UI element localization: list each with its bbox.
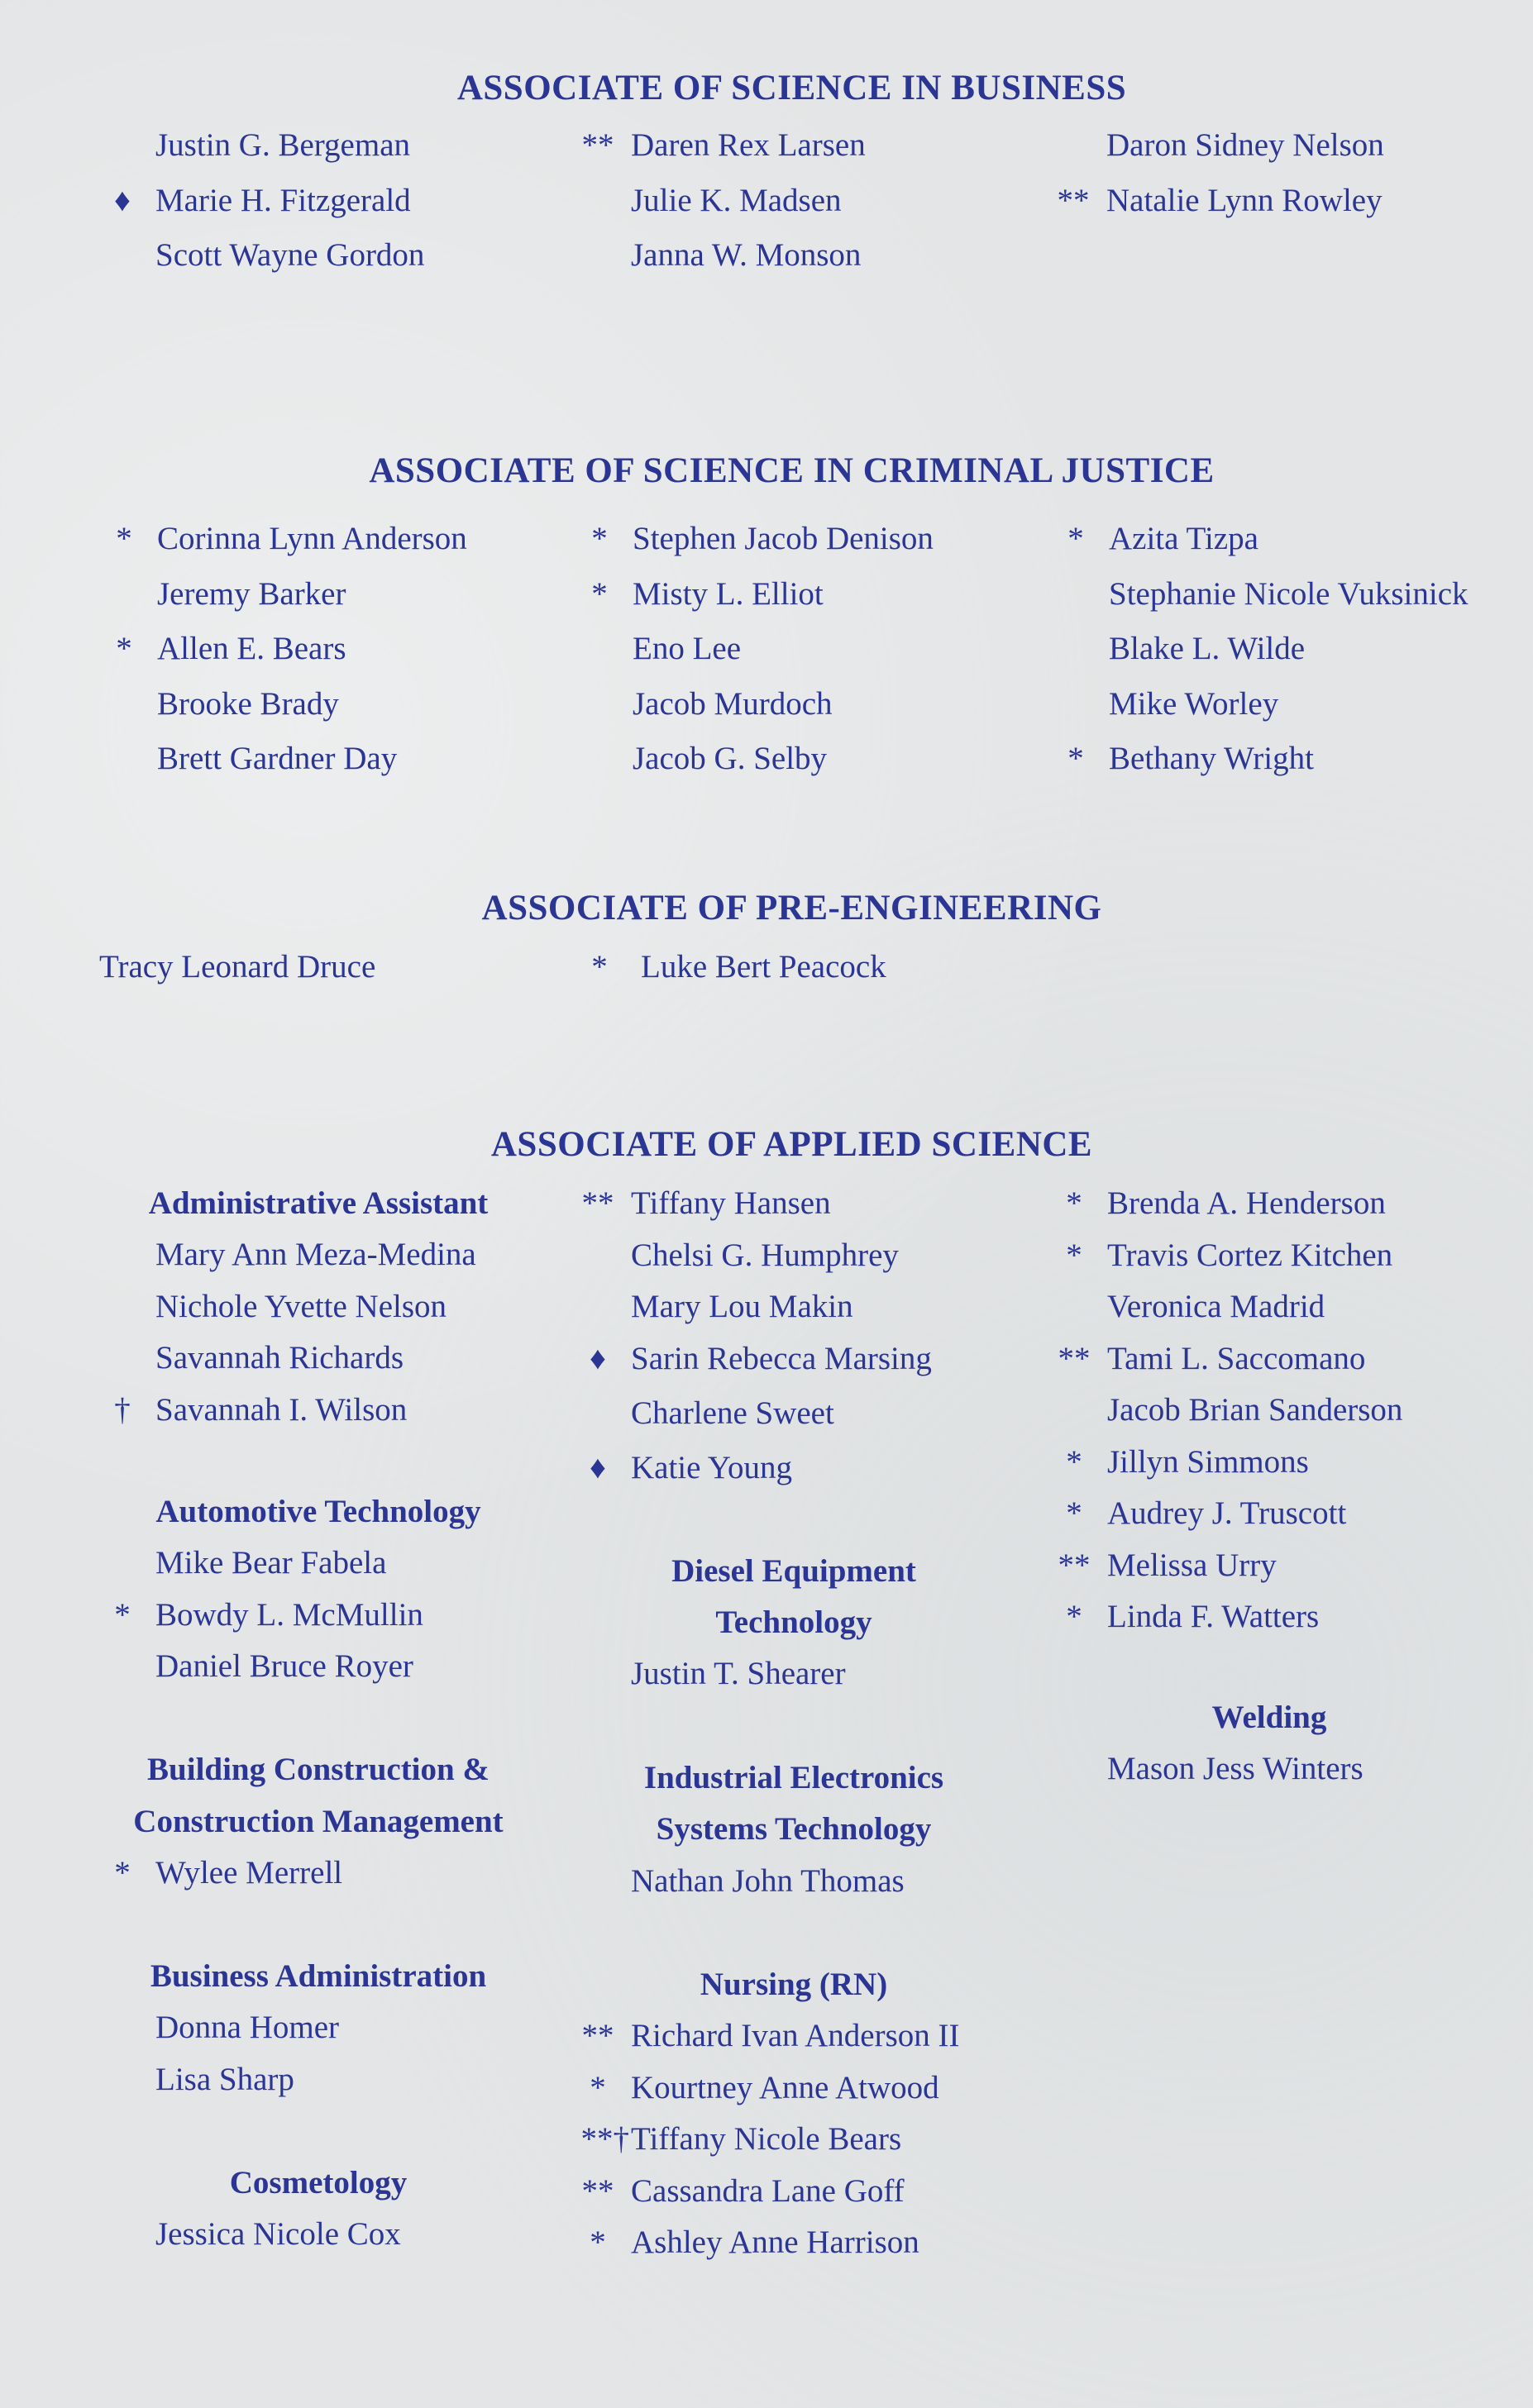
welding-list xyxy=(1107,1752,1363,1805)
graduate-row xyxy=(590,1340,932,1397)
graduate-row xyxy=(591,521,934,578)
graduate-row xyxy=(631,184,866,240)
honor-mark: † xyxy=(114,1391,131,1428)
graduate-row xyxy=(1107,1290,1402,1342)
honor-mark: ♦ xyxy=(590,1449,606,1485)
honor-mark: * xyxy=(591,521,608,556)
business-col-2 xyxy=(581,127,866,294)
honor-mark: * xyxy=(1066,1599,1082,1634)
honor-mark: * xyxy=(1066,1443,1082,1480)
graduate-row xyxy=(1066,1443,1402,1498)
pre-engineering-col-1 xyxy=(99,951,375,1006)
graduate-row xyxy=(591,949,886,1006)
graduate-name: Mary Lou Makin xyxy=(631,1289,853,1324)
honor-mark: * xyxy=(1066,1237,1082,1273)
cosmetology-list xyxy=(155,2218,401,2270)
graduate-row xyxy=(157,575,467,633)
graduate-name: Corinna Lynn Anderson xyxy=(157,521,467,556)
graduate-name: Luke Bert Peacock xyxy=(641,949,886,985)
graduate-name: Blake L. Wilde xyxy=(1109,631,1306,666)
business-heading: ASSOCIATE OF SCIENCE IN BUSINESS xyxy=(456,69,1127,107)
graduate-row xyxy=(581,1185,932,1239)
business-col-1 xyxy=(114,127,425,294)
graduate-name: Chelsi G. Humphrey xyxy=(631,1237,899,1273)
graduate-row xyxy=(633,685,934,743)
graduate-row xyxy=(590,2069,959,2124)
graduate-name: Jacob Murdoch xyxy=(633,685,833,722)
graduate-name: Audrey J. Truscott xyxy=(1107,1495,1347,1531)
graduate-row xyxy=(581,2172,959,2227)
graduate-row xyxy=(1109,685,1469,743)
graduate-name: Savannah I. Wilson xyxy=(155,1391,408,1428)
graduate-name: Jacob G. Selby xyxy=(633,741,828,776)
nursing-list xyxy=(580,2018,960,2278)
graduate-name: Justin T. Shearer xyxy=(631,1656,846,1691)
graduate-name: Mason Jess Winters xyxy=(1107,1751,1363,1786)
graduate-name: Tiffany Nicole Bears xyxy=(631,2121,902,2157)
graduate-name: Donna Homer xyxy=(155,2010,340,2045)
graduate-row xyxy=(633,632,934,688)
graduate-row xyxy=(1058,1547,1402,1601)
graduate-name: Savannah Richards xyxy=(155,1340,404,1376)
building-subheading-line1: Building Construction & xyxy=(147,1752,490,1787)
graduate-row xyxy=(633,742,934,798)
honor-mark: * xyxy=(1066,1495,1082,1531)
graduate-row xyxy=(631,1239,932,1291)
building-list xyxy=(114,1855,343,1909)
graduate-name: Sarin Rebecca Marsing xyxy=(631,1340,932,1376)
honor-mark: * xyxy=(116,521,132,556)
honor-mark: * xyxy=(116,631,132,666)
graduate-name: Nichole Yvette Nelson xyxy=(155,1288,447,1324)
graduate-row xyxy=(1066,1185,1402,1239)
graduate-row xyxy=(590,2224,959,2278)
graduate-row xyxy=(1109,575,1469,633)
graduate-name: Linda F. Watters xyxy=(1107,1599,1320,1634)
graduate-row xyxy=(155,1238,476,1290)
honor-mark: ** xyxy=(1058,1340,1091,1376)
criminal-justice-col-2 xyxy=(591,521,934,798)
graduate-name: Wylee Merrell xyxy=(155,1855,343,1891)
honor-mark: ♦ xyxy=(590,1340,606,1376)
graduate-row xyxy=(155,1650,423,1702)
graduate-row xyxy=(581,2018,960,2072)
admin-assistant-subheading: Administrative Assistant xyxy=(148,1185,489,1221)
graduate-name: Richard Ivan Anderson II xyxy=(631,2018,960,2053)
graduate-row xyxy=(155,1547,423,1599)
graduate-name: Janna W. Monson xyxy=(631,237,862,273)
graduate-row xyxy=(155,239,424,294)
graduate-name: Ashley Anne Harrison xyxy=(631,2224,919,2260)
graduate-row xyxy=(1067,741,1469,798)
nursing-subheading: Nursing (RN) xyxy=(700,1967,888,2002)
business-col-3 xyxy=(1057,127,1384,239)
graduate-row xyxy=(155,1342,476,1394)
graduate-name: Cassandra Lane Goff xyxy=(631,2172,905,2209)
graduate-row xyxy=(1066,1495,1402,1549)
pre-engineering-col-2 xyxy=(591,949,886,1006)
honor-mark: * xyxy=(1066,1185,1082,1221)
graduate-name: Charlene Sweet xyxy=(631,1395,834,1431)
admin-assistant-list-3 xyxy=(1058,1185,1403,1652)
graduate-row xyxy=(1057,182,1384,240)
graduate-name: Marie H. Fitzgerald xyxy=(155,182,411,218)
automotive-list xyxy=(114,1545,423,1702)
honor-mark: ** xyxy=(581,1185,614,1221)
honor-mark: * xyxy=(1067,741,1084,776)
graduate-name: Nathan John Thomas xyxy=(631,1863,905,1899)
graduate-name: Travis Cortez Kitchen xyxy=(1107,1237,1393,1273)
graduate-name: Daron Sidney Nelson xyxy=(1106,127,1384,163)
graduate-row xyxy=(1109,632,1469,688)
graduate-name: Stephanie Nicole Vuksinick xyxy=(1109,575,1469,612)
graduate-name: Tami L. Saccomano xyxy=(1107,1340,1366,1376)
graduate-name: Jillyn Simmons xyxy=(1107,1443,1309,1480)
graduate-name: Brett Gardner Day xyxy=(157,741,398,776)
diesel-subheading-line1: Diesel Equipment xyxy=(671,1553,916,1589)
honor-mark: * xyxy=(114,1855,131,1891)
business-admin-list xyxy=(155,2011,339,2115)
graduate-name: Julie K. Madsen xyxy=(631,182,842,218)
industrial-list xyxy=(631,1865,905,1917)
graduate-row xyxy=(155,2011,339,2063)
graduate-name: Scott Wayne Gordon xyxy=(155,237,425,273)
honor-mark: ** xyxy=(1058,1547,1091,1583)
graduate-row xyxy=(155,2218,401,2270)
graduate-name: Lisa Sharp xyxy=(155,2061,294,2097)
graduate-row xyxy=(1107,1394,1402,1446)
honor-mark: ** xyxy=(1057,182,1090,218)
business-admin-subheading: Business Administration xyxy=(150,1958,487,1994)
honor-mark: ♦ xyxy=(114,182,131,218)
graduate-row xyxy=(631,1865,905,1917)
honor-mark: * xyxy=(114,1596,131,1633)
diesel-subheading-line2: Technology xyxy=(715,1605,872,1640)
graduate-name: Brenda A. Henderson xyxy=(1107,1185,1386,1221)
graduate-name: Natalie Lynn Rowley xyxy=(1106,182,1383,218)
industrial-subheading-line1: Industrial Electronics xyxy=(643,1760,944,1795)
graduate-row xyxy=(114,182,424,240)
graduate-row xyxy=(1066,1237,1402,1291)
graduate-name: Allen E. Bears xyxy=(157,631,346,666)
honor-mark: ** xyxy=(581,2172,614,2209)
graduate-row xyxy=(116,521,467,578)
graduate-name: Jacob Brian Sanderson xyxy=(1107,1392,1403,1428)
honor-mark: * xyxy=(591,949,608,985)
graduate-name: Melissa Urry xyxy=(1107,1547,1277,1583)
graduate-row xyxy=(1106,129,1384,184)
graduate-row xyxy=(631,1397,932,1452)
graduate-name: Misty L. Elliot xyxy=(633,575,824,612)
honor-mark: ** xyxy=(581,127,614,163)
graduate-name: Mary Ann Meza-Medina xyxy=(155,1237,476,1272)
honor-mark: **† xyxy=(580,2121,629,2157)
graduate-name: Veronica Madrid xyxy=(1107,1289,1325,1324)
graduate-name: Brooke Brady xyxy=(157,685,339,722)
admin-assistant-list xyxy=(114,1237,476,1445)
graduate-name: Jessica Nicole Cox xyxy=(155,2216,401,2252)
graduate-name: Tiffany Hansen xyxy=(631,1185,831,1221)
graduate-row xyxy=(155,1290,476,1342)
graduate-name: Eno Lee xyxy=(633,631,742,666)
graduate-name: Bowdy L. McMullin xyxy=(155,1596,423,1633)
graduate-name: Azita Tizpa xyxy=(1109,521,1258,556)
graduate-name: Stephen Jacob Denison xyxy=(633,521,934,556)
graduate-name: Mike Worley xyxy=(1109,685,1279,722)
graduate-row xyxy=(631,1657,846,1709)
criminal-justice-col-1 xyxy=(116,521,467,798)
graduate-row xyxy=(157,685,467,743)
automotive-subheading: Automotive Technology xyxy=(155,1494,481,1529)
graduate-row xyxy=(157,742,467,798)
graduate-name: Tracy Leonard Druce xyxy=(99,949,376,985)
graduate-name: Mike Bear Fabela xyxy=(155,1545,387,1581)
graduate-row xyxy=(155,2063,339,2115)
graduate-row xyxy=(580,2121,959,2175)
graduate-row xyxy=(1066,1599,1402,1652)
graduate-name: Daren Rex Larsen xyxy=(631,127,866,163)
graduate-row xyxy=(590,1449,932,1504)
graduate-name: Bethany Wright xyxy=(1109,741,1314,776)
welding-subheading: Welding xyxy=(1211,1700,1327,1735)
graduate-row xyxy=(591,575,934,633)
graduate-row xyxy=(1107,1752,1363,1805)
graduate-row xyxy=(116,631,467,688)
criminal-justice-heading: ASSOCIATE OF SCIENCE IN CRIMINAL JUSTICE xyxy=(369,451,1215,490)
criminal-justice-col-3 xyxy=(1067,521,1469,798)
graduate-name: Kourtney Anne Atwood xyxy=(631,2069,939,2105)
admin-assistant-list-2 xyxy=(581,1185,932,1503)
honor-mark: * xyxy=(590,2224,606,2260)
graduate-row xyxy=(99,951,375,1006)
industrial-subheading-line2: Systems Technology xyxy=(656,1811,932,1847)
graduate-row xyxy=(114,1391,476,1446)
graduate-name: Jeremy Barker xyxy=(157,575,346,612)
graduate-row xyxy=(631,1290,932,1342)
pre-engineering-heading: ASSOCIATE OF PRE-ENGINEERING xyxy=(481,889,1102,927)
honor-mark: ** xyxy=(581,2018,614,2053)
building-subheading-line2: Construction Management xyxy=(133,1804,504,1839)
graduate-name: Daniel Bruce Royer xyxy=(155,1648,413,1684)
honor-mark: * xyxy=(590,2069,606,2105)
graduate-row xyxy=(114,1596,423,1651)
cosmetology-subheading: Cosmetology xyxy=(229,2165,408,2201)
graduate-name: Katie Young xyxy=(631,1449,793,1485)
graduate-row xyxy=(1067,521,1469,578)
graduate-name: Justin G. Bergeman xyxy=(155,127,411,163)
graduate-row xyxy=(631,239,866,294)
applied-science-heading: ASSOCIATE OF APPLIED SCIENCE xyxy=(490,1125,1093,1164)
graduate-row xyxy=(155,129,424,184)
graduate-row xyxy=(114,1855,343,1909)
honor-mark: * xyxy=(591,575,608,612)
honor-mark: * xyxy=(1067,521,1084,556)
graduate-row xyxy=(1058,1340,1402,1395)
graduate-row xyxy=(581,127,866,184)
diesel-list xyxy=(631,1657,846,1709)
